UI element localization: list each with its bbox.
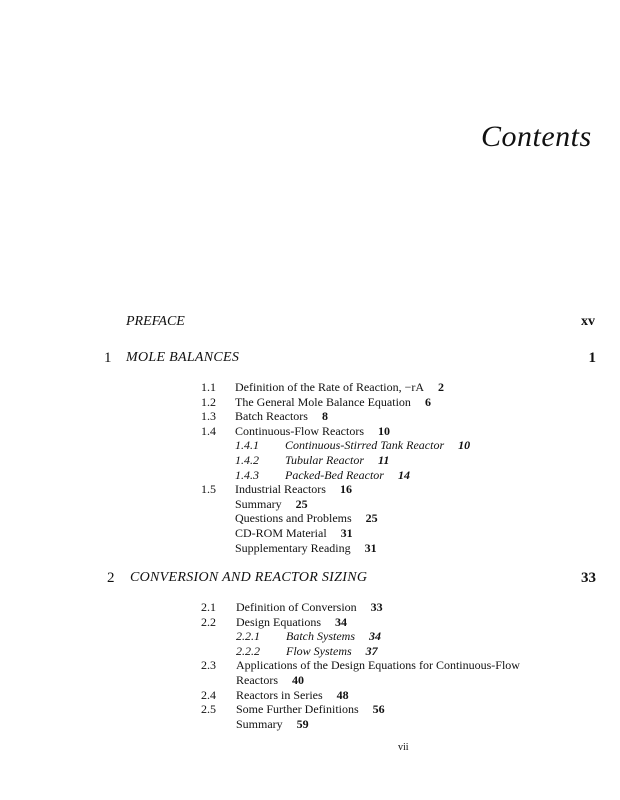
toc-entry-text (235, 380, 444, 394)
toc-entry-page: 6 (424, 394, 431, 409)
toc-entry-number: 2.2.2 (236, 643, 260, 658)
toc-entry-number: 2.4 (201, 687, 216, 702)
toc-entry-page: 25 (365, 511, 378, 526)
toc-entry-text (236, 673, 304, 687)
toc-entry-title: The General Mole Balance Equation (235, 394, 411, 409)
toc-entry-text (235, 395, 431, 409)
toc-entry-page: 33 (370, 600, 383, 614)
toc-entry-number: 1.5 (201, 482, 216, 497)
toc-entry-text (285, 438, 470, 452)
chapter-2-page: 33 (581, 570, 596, 586)
toc-entry-text (285, 453, 389, 467)
toc-entry-title: Definition of Conversion (236, 600, 357, 614)
toc-entry-number: 1.2 (201, 394, 216, 409)
toc-entry-page: 40 (291, 673, 304, 687)
toc-entry-number: 2.5 (201, 702, 216, 717)
toc-entry-title: Summary (235, 496, 282, 511)
page-title: Contents (481, 120, 592, 153)
toc-entry-number: 2.2.1 (236, 629, 260, 644)
toc-entry-title: Questions and Problems (235, 511, 352, 526)
toc-entry-page: 56 (372, 702, 385, 717)
toc-entry-title: Reactors (236, 673, 278, 687)
toc-entry-text (235, 409, 328, 423)
toc-entry-title: Some Further Definitions (236, 702, 359, 717)
chapter-2-title: CONVERSION AND REACTOR SIZING (130, 570, 368, 585)
toc-entry-text (235, 482, 352, 496)
toc-entry-title: Applications of the Design Equations for Continuous-Flow (236, 658, 520, 673)
toc-entry-title: Definition of the Rate of Reaction, −rA (235, 380, 425, 394)
preface-page: xv (581, 314, 595, 329)
toc-entry-text (235, 511, 378, 525)
toc-entry-page: 48 (336, 687, 349, 702)
toc-entry-text (236, 702, 385, 716)
toc-entry-text (236, 615, 347, 629)
toc-entry-number: 1.4 (201, 423, 216, 438)
toc-entry-number: 2.1 (201, 600, 216, 614)
chapter-1-title: MOLE BALANCES (126, 350, 240, 365)
page-number: vii (398, 742, 409, 753)
preface-label: PREFACE (126, 314, 185, 329)
toc-entry-number: 1.4.2 (235, 453, 259, 467)
toc-entry-page: 37 (365, 643, 378, 658)
toc-entry-text (236, 658, 520, 672)
toc-entry-page: 8 (321, 409, 328, 424)
toc-entry-title: Design Equations (236, 614, 321, 629)
toc-entry-page: 11 (378, 453, 390, 467)
toc-entry-page: 14 (397, 467, 410, 482)
toc-entry-title: Batch Reactors (235, 409, 308, 424)
toc-entry-title: Supplementary Reading (235, 540, 351, 555)
toc-entry-page: 34 (368, 629, 381, 644)
toc-entry-page: 16 (339, 482, 352, 497)
toc-entry-title: Industrial Reactors (235, 482, 326, 497)
toc-entry-title: Tubular Reactor (285, 453, 365, 467)
toc-entry-page: 34 (335, 614, 347, 629)
toc-entry-text (235, 497, 308, 511)
toc-entry-text (236, 717, 309, 731)
toc-entry-page: 31 (340, 526, 353, 540)
toc-entry-page: 31 (364, 540, 377, 555)
toc-entry-text (235, 526, 353, 540)
toc-entry-title: Batch Systems (286, 629, 355, 644)
toc-entry-title: Continuous-Stirred Tank Reactor (285, 438, 445, 453)
toc-entry-page: 10 (378, 423, 390, 438)
toc-entry-number: 1.4.3 (235, 467, 259, 482)
toc-entry-title: Summary (236, 716, 283, 731)
chapter-1-page: 1 (588, 350, 596, 366)
toc-entry-number: 1.4.1 (235, 438, 259, 453)
toc-entry-title: CD-ROM Material (235, 526, 327, 540)
chapter-1-number: 1 (104, 350, 112, 366)
toc-entry-title: Reactors in Series (236, 687, 323, 702)
toc-entry-number: 1.1 (201, 380, 216, 394)
toc-entry-text (285, 468, 410, 482)
toc-entry-page: 10 (458, 438, 471, 453)
toc-entry-page: 59 (296, 716, 309, 731)
toc-entry-page: 25 (295, 496, 308, 511)
toc-entry-text (235, 424, 390, 438)
toc-entry-text (236, 600, 383, 614)
toc-entry-page: 2 (438, 380, 445, 394)
toc-entry-text (236, 688, 349, 702)
toc-entry-title: Continuous-Flow Reactors (235, 423, 364, 438)
chapter-2-number: 2 (107, 570, 115, 586)
toc-entry-text (286, 629, 381, 643)
toc-entry-title: Flow Systems (286, 643, 352, 658)
toc-entry-number: 1.3 (201, 409, 216, 424)
toc-entry-number: 2.3 (201, 658, 216, 673)
toc-entry-text (286, 644, 378, 658)
toc-entry-title: Packed-Bed Reactor (285, 467, 384, 482)
toc-entry-number: 2.2 (201, 614, 216, 629)
toc-entry-text (235, 541, 377, 555)
